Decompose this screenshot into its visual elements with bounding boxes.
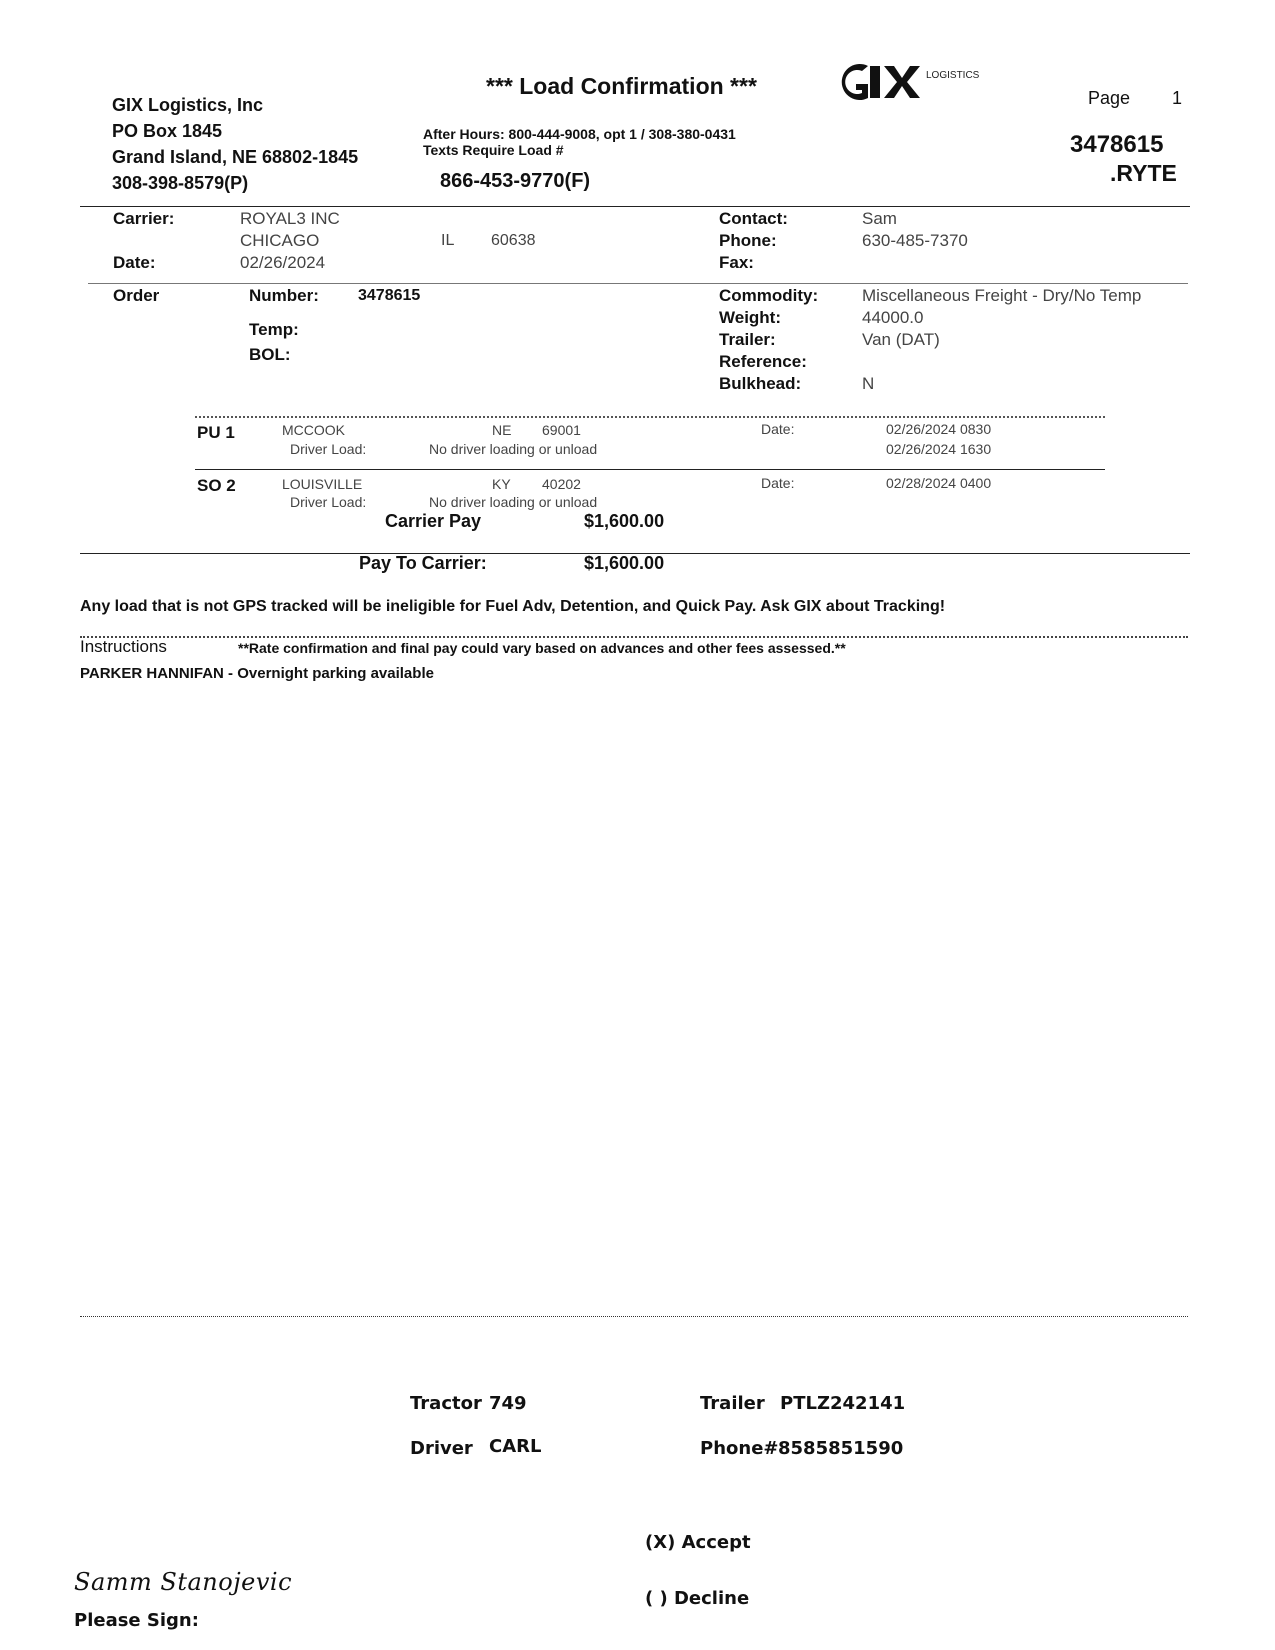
stop-date-label: Date: [761, 421, 795, 437]
company-name: GIX Logistics, Inc [112, 95, 264, 115]
fax-number: 866-453-9770(F) [440, 170, 591, 192]
stops-divider-top [195, 416, 1105, 418]
contact-label: Contact: [719, 209, 788, 228]
logo-text: LOGISTICS [926, 70, 980, 81]
pay-to-carrier-amount: $1,600.00 [584, 553, 665, 573]
stops-divider-mid [195, 469, 1105, 470]
carrier-zip: 60638 [491, 232, 536, 249]
weight-value: 44000.0 [862, 308, 924, 327]
stop-driver-label: Driver Load: [290, 494, 367, 510]
order-number-label: Number: [249, 286, 319, 305]
stop-date-2: 02/26/2024 1630 [886, 441, 992, 457]
pay-to-carrier-label: Pay To Carrier: [359, 553, 487, 573]
accept-option[interactable]: (X) Accept [645, 1532, 751, 1553]
driver-phone-label: Phone# [700, 1438, 779, 1459]
bol-label: BOL: [249, 345, 291, 364]
weight-label: Weight: [719, 308, 782, 327]
driver-phone: 8585851590 [778, 1438, 904, 1459]
after-hours-line: After Hours: 800-444-9008, opt 1 / 308-380-0431 [423, 126, 736, 142]
instructions-divider [80, 636, 1188, 638]
load-suffix: .RYTE [1110, 160, 1177, 186]
order-label: Order [113, 286, 160, 305]
carrier-pay-label: Carrier Pay [385, 511, 482, 531]
contact-phone-label: Phone: [719, 231, 777, 250]
bottom-divider [80, 1316, 1188, 1317]
trailer-label: Trailer: [719, 330, 776, 349]
page-label: Page [1088, 88, 1131, 108]
stop-city: LOUISVILLE [282, 476, 363, 492]
temp-label: Temp: [249, 320, 299, 339]
instructions-label: Instructions [80, 637, 167, 656]
bulkhead-value: N [862, 374, 875, 393]
commodity-label: Commodity: [719, 286, 819, 305]
document-title: *** Load Confirmation *** [486, 73, 757, 99]
company-phone: 308-398-8579(P) [112, 173, 249, 193]
company-address-1: PO Box 1845 [112, 121, 223, 141]
stop-zip: 69001 [542, 422, 581, 438]
texts-note: Texts Require Load # [423, 142, 564, 158]
order-number: 3478615 [358, 287, 421, 304]
stop-driver-value: No driver loading or unload [429, 441, 598, 457]
bulkhead-label: Bulkhead: [719, 374, 802, 393]
tractor-label: Tractor [410, 1393, 482, 1414]
stop-state: NE [492, 422, 512, 438]
driver-name: CARL [489, 1436, 542, 1457]
carrier-label: Carrier: [113, 209, 175, 228]
stop-code: PU 1 [197, 423, 235, 442]
stop-date-label: Date: [761, 475, 795, 491]
carrier-state: IL [441, 232, 455, 249]
page-number: 1 [1172, 88, 1183, 108]
tractor-number: 749 [489, 1393, 527, 1414]
carrier-date: 02/26/2024 [240, 253, 326, 272]
load-number: 3478615 [1070, 131, 1164, 158]
carrier-date-label: Date: [113, 253, 156, 272]
please-sign-label: Please Sign: [74, 1610, 199, 1631]
signature: Samm Stanojevic [74, 1568, 293, 1596]
commodity-value: Miscellaneous Freight - Dry/No Temp [862, 286, 1142, 305]
trailer-label-bottom: Trailer [700, 1393, 765, 1414]
instructions-note: PARKER HANNIFAN - Overnight parking available [80, 665, 434, 682]
carrier-city: CHICAGO [240, 231, 320, 250]
decline-option[interactable]: ( ) Decline [645, 1588, 750, 1609]
contact-fax-label: Fax: [719, 253, 754, 272]
driver-label: Driver [410, 1438, 473, 1459]
carrier-name: ROYAL3 INC [240, 209, 340, 228]
stop-city: MCCOOK [282, 422, 345, 438]
header-divider [80, 206, 1190, 207]
stop-driver-label: Driver Load: [290, 441, 367, 457]
carrier-pay-amount: $1,600.00 [584, 511, 665, 531]
contact-phone: 630-485-7370 [862, 231, 968, 250]
stop-code: SO 2 [197, 476, 236, 495]
instructions-text: **Rate confirmation and final pay could vary based on advances and other fees assessed.** [238, 640, 846, 656]
trailer-number: PTLZ242141 [780, 1393, 906, 1414]
gps-notice: Any load that is not GPS tracked will be ineligible for Fuel Adv, Detention, and Quick Pay. Ask GIX about Tracking! [80, 598, 946, 615]
company-address-2: Grand Island, NE 68802-1845 [112, 147, 359, 167]
contact-name: Sam [862, 209, 897, 228]
carrier-divider [88, 283, 1188, 284]
stop-driver-value: No driver loading or unload [429, 494, 598, 510]
trailer-value: Van (DAT) [862, 330, 940, 349]
stop-state: KY [492, 476, 511, 492]
stop-zip: 40202 [542, 476, 581, 492]
reference-label: Reference: [719, 352, 807, 371]
stop-date-1: 02/28/2024 0400 [886, 475, 992, 491]
gix-logo-icon [834, 58, 994, 106]
stop-date-1: 02/26/2024 0830 [886, 421, 992, 437]
